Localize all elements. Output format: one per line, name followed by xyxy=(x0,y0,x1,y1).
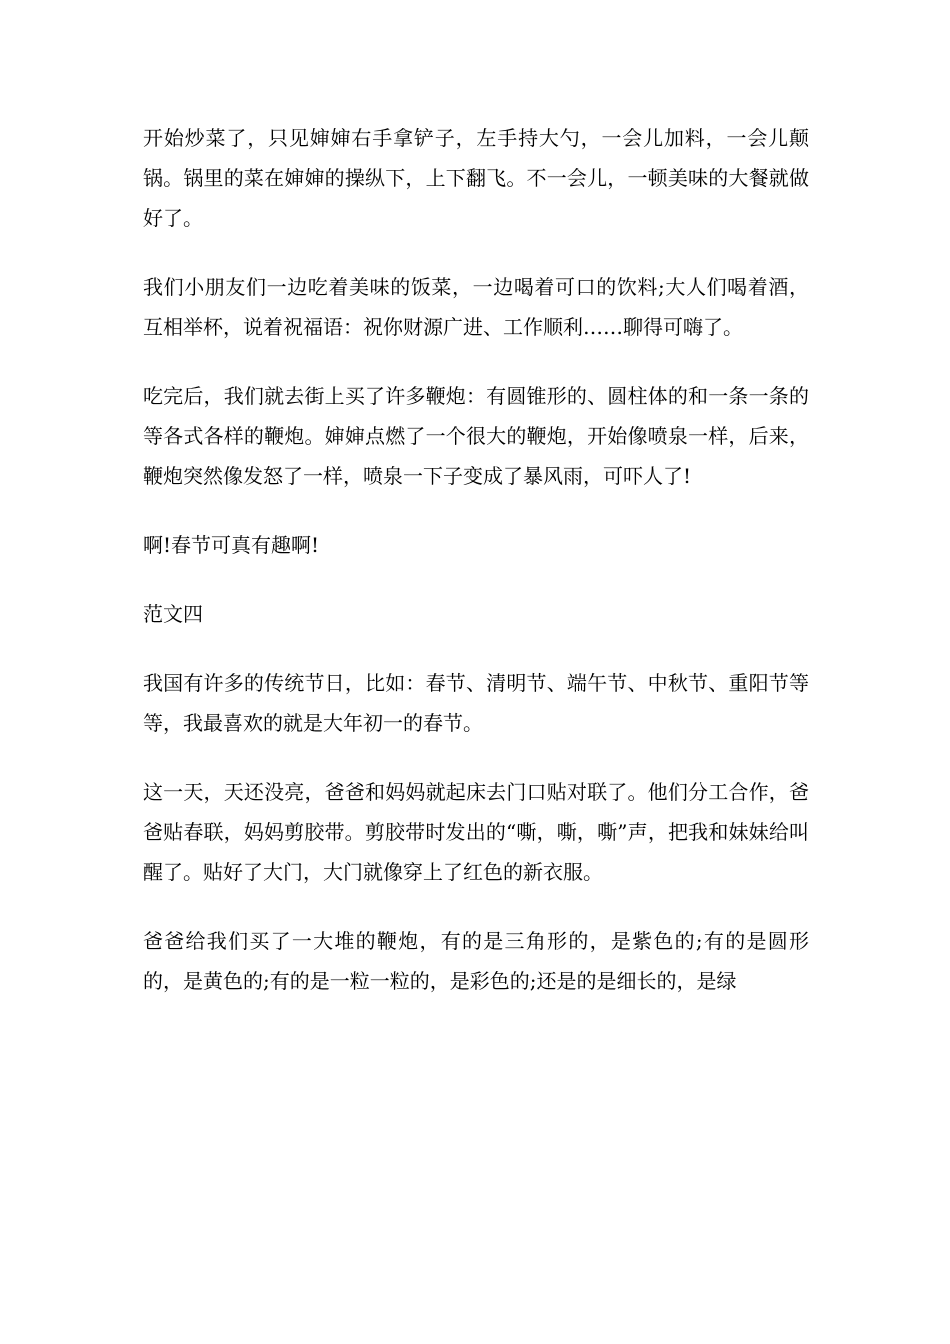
document-body xyxy=(143,118,809,1030)
paragraph-couplets: 这一天，天还没亮，爸爸和妈妈就起床去门口贴对联了。他们分工合作，爸爸贴春联，妈妈剪胶带。剪胶带时发出的“嘶，嘶，嘶”声，把我和妹妹给叫醒了。贴好了大门，大门就像穿上了红色的新衣服。 xyxy=(143,780,809,884)
paragraph-cooking: 开始炒菜了，只见婶婶右手拿铲子，左手持大勺，一会儿加料，一会儿颠锅。锅里的菜在婶婶的操纵下，上下翻飞。不一会儿，一顿美味的大餐就做好了。 xyxy=(143,126,809,230)
section-heading: 范文四 xyxy=(143,602,203,626)
paragraph-fireworks: 爸爸给我们买了一大堆的鞭炮，有的是三角形的，是紫色的;有的是圆形的，是黄色的;有的是一粒一粒的，是彩色的;还是的是细长的，是绿 xyxy=(143,929,809,993)
paragraph-festivals: 我国有许多的传统节日，比如：春节、清明节、端午节、中秋节、重阳节等等，我最喜欢的就是大年初一的春节。 xyxy=(143,671,809,735)
paragraph-exclamation: 啊!春节可真有趣啊! xyxy=(143,533,320,557)
paragraph-firecrackers: 吃完后，我们就去街上买了许多鞭炮：有圆锥形的、圆柱体的和一条一条的等各式各样的鞭炮。婶婶点燃了一个很大的鞭炮，开始像喷泉一样，后来，鞭炮突然像发怒了一样，喷泉一下子变成了暴风雨，可吓人了! xyxy=(143,384,809,488)
paragraph-meal: 我们小朋友们一边吃着美味的饭菜，一边喝着可口的饮料;大人们喝着酒，互相举杯，说着祝福语：祝你财源广进、工作顺利……聊得可嗨了。 xyxy=(143,275,809,339)
